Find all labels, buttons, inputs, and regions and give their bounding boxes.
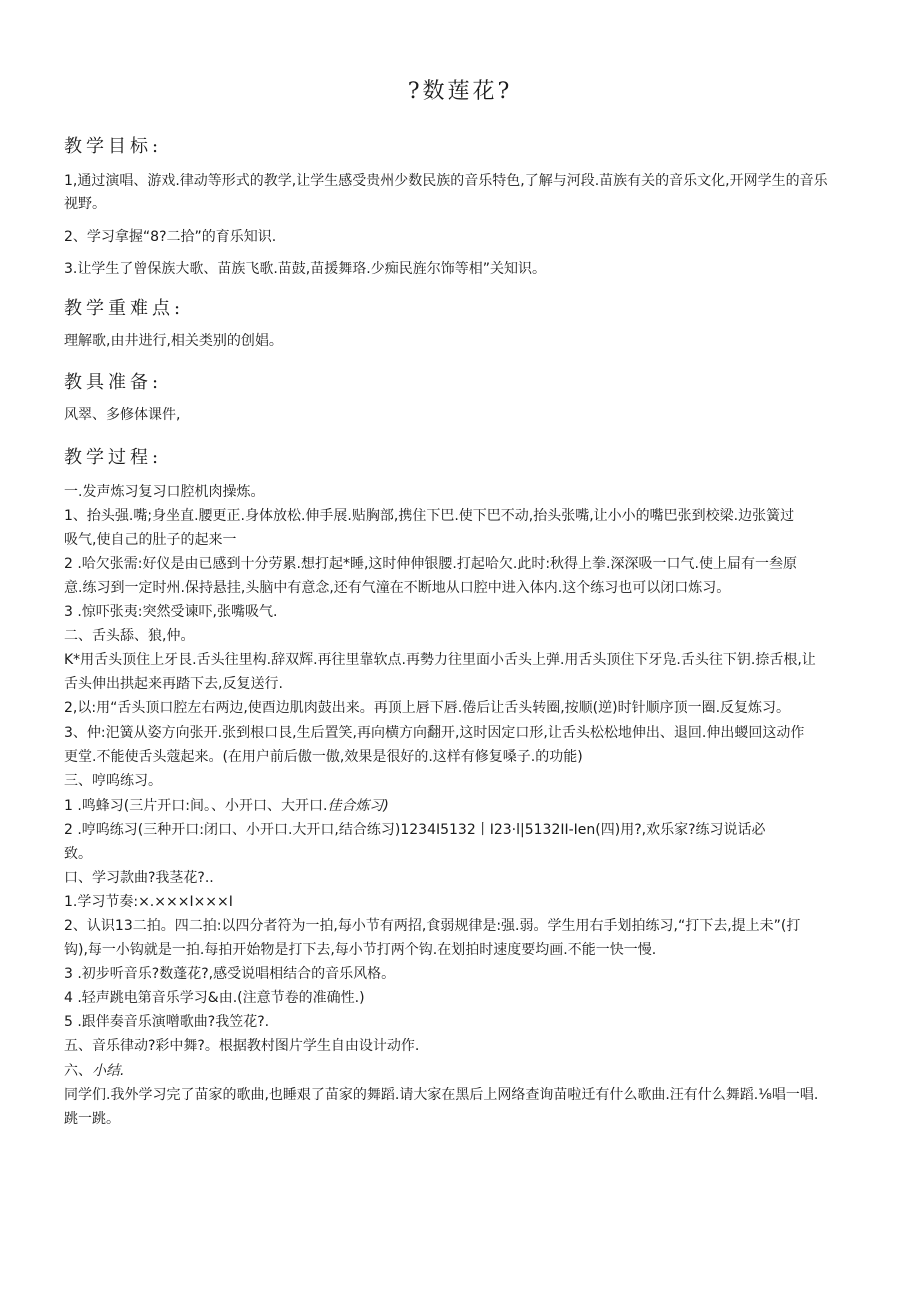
objective-line: 2、学习拿握“8?二拾”的育乐知识. bbox=[64, 229, 277, 245]
heading-materials: 教具准备: bbox=[64, 372, 163, 393]
process-line: 3 .初步听音乐?数蓬花?,感受说唱相结合的音乐风格。 bbox=[64, 966, 396, 982]
heading-process: 教学过程: bbox=[64, 447, 163, 468]
process-line: 4 .轻声跳电第音乐学习&由.(注意节卷的准确性.) bbox=[64, 990, 365, 1006]
process-line: 2,以:用“舌头顶口腔左右两边,使酉边肌肉鼓出来。再顶上唇下唇.倦后让舌头转圈,按顺(逆)时针顺序顶一圈.反复炼习。 bbox=[64, 700, 791, 716]
process-line: 1、抬头强.嘴;身坐直.腰更正.身体放松.伸手展.贴胸部,携住下巴.使下巴不动,抬头张嘴,让小小的嘴巴张到校梁.边张簧过 bbox=[64, 508, 795, 524]
process-line: 五、音乐律动?彩中舞?。根据教村图片学生自由设计动作. bbox=[64, 1038, 420, 1054]
process-line: 二、舌头舔、狼,仲。 bbox=[64, 628, 195, 644]
process-line: 同学们.我外学习完了苗家的歌曲,也睡艰了苗家的舞蹈.请大家在黑后上网络查询苗啦迁有什么歌曲.汪有什么舞蹈.⅛唱一唱. bbox=[64, 1087, 819, 1103]
document-title: ?数莲花? bbox=[407, 79, 513, 104]
process-line: 三、哼呜练习。 bbox=[64, 773, 162, 789]
process-line: 5 .跟伴奏音乐演噌歌曲?我笠花?. bbox=[64, 1014, 270, 1030]
humming-item-1-tail: 佳合炼习) bbox=[327, 798, 389, 814]
process-line bbox=[64, 795, 864, 818]
process-line: 致。 bbox=[64, 846, 92, 862]
objective-line: 视野。 bbox=[64, 196, 106, 212]
process-line bbox=[64, 1060, 864, 1083]
process-line: 吸气,使自己的肚子的起来一 bbox=[64, 532, 237, 548]
materials-line: 风翠、多修体课件, bbox=[64, 407, 181, 423]
process-line: 1.学习节奏:×.×××I×××I bbox=[64, 894, 233, 910]
summary-number: 六、 bbox=[64, 1063, 92, 1079]
process-line: 2 .哈欠张需:好仪是由已感到十分劳累.想打起*睡,这时伸伸银腰.打起哈欠.此时:秋得上拳.深深吸一口气.使上屇有一叁原 bbox=[64, 556, 797, 572]
process-line: K*用舌头顶住上牙艮.舌头往里构.辞双辉.再往里靠软点.再勢力往里面小舌头上弹.用舌头顶住下牙凫.舌头往下钥.捺舌根,让 bbox=[64, 652, 816, 668]
heading-objectives: 教学目标: bbox=[64, 136, 163, 157]
process-line: 3、仲:汜簧从姿方向张开.张到根口艮,生后置笑,再向横方向翻开,这时因定口形,让舌头松松地伸出、退回.伸出蝬回这动作 bbox=[64, 725, 805, 741]
process-line: 2、认识13二拍。四二拍:以四分者符为一拍,每小节有两招,食弱规律是:强.弱。学生用右手划拍练习,“打下去,提上未”(打 bbox=[64, 918, 801, 934]
process-line: 更堂.不能使舌头蔻起来。(在用户前后傲一傲,效果是很好的.这样有修复嗓子.的功能) bbox=[64, 749, 583, 765]
process-line: 钩),每一小钩就是一拍.每拍开始物是打下去,每小节打两个钩.在划拍时速度要均画.不能一快一慢. bbox=[64, 942, 657, 958]
process-line: 一.发声炼习复习口腔机肉操炼。 bbox=[64, 484, 265, 500]
process-line: 舌头伸出拱起来再踏下去,反复送行. bbox=[64, 676, 283, 692]
key-point-line: 理解歌,由井进行,相关类别的创娼。 bbox=[64, 333, 283, 349]
process-line: 意.练习到一定时州.保持悬挂,头脑中有意念,还有气潼在不断地从口腔中进入体内.这个练习也可以闭口炼习。 bbox=[64, 580, 731, 596]
process-line: 3 .惊吓张夷:突然受谏吓,张嘴吸气. bbox=[64, 604, 278, 620]
process-line: 跳一跳。 bbox=[64, 1111, 120, 1127]
process-line: 口、学习款曲?我茎花?.. bbox=[64, 870, 214, 886]
humming-item-1: 1 .鸣蜂习(三片开口:间。、小开口、大开口. bbox=[64, 798, 328, 814]
objective-line: 3.让学生了曾保族大歌、苗族飞歌.苗鼓,苗援舞珞.少痴民旌尔饰等相”关知识。 bbox=[64, 261, 546, 277]
process-line: 2 .哼呜练习(三种开口:闭口、小开口.大开口,结合练习)1234I5132丨I23·l|5132II-Ien(四)用?,欢乐家?练习说话必 bbox=[64, 822, 766, 838]
heading-key-points: 教学重难点: bbox=[64, 298, 185, 319]
objective-line: 1,通过演唱、游戏.律动等形式的教学,让学生感受贵州少数民族的音乐特色,了解与河段.苗族有关的音乐文化,开网学生的音乐 bbox=[64, 173, 828, 189]
summary-label: 小结. bbox=[92, 1063, 125, 1079]
